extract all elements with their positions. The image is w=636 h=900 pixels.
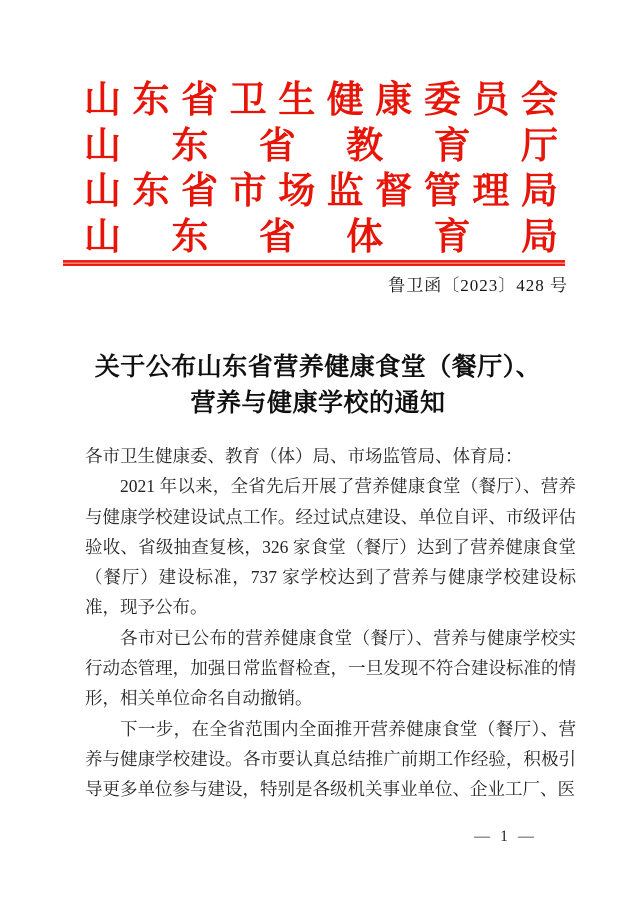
body-paragraph-1: 2021 年以来，全省先后开展了营养健康食堂（餐厅）、营养与健康学校建设试点工作。经过试点建设、单位自评、市级评估验收、省级抽查复核，326 家食堂（餐厅）达到了营养健康食堂（餐厅）建设标准，737 家学校达到了营养与健康学校建设标准，现予公布。 — [85, 476, 576, 618]
document-number: 鲁卫函〔2023〕428 号 — [388, 276, 568, 295]
body-paragraph-3: 下一步，在全省范围内全面推开营养健康食堂（餐厅）、营养与健康学校建设。各市要认真总结推广前期工作经验，积极引导更多单位参与建设，特别是各级机关事业单位、企业工厂、医 — [85, 718, 576, 800]
notice-title-line-2: 营养与健康学校的通知 — [190, 390, 446, 417]
notice-body — [85, 441, 576, 805]
notice-title-line-1: 关于公布山东省营养健康食堂（餐厅）、 — [94, 354, 542, 381]
red-separator-line — [63, 260, 565, 266]
agency-name-line-2: 山 东 省 教 育 厅 — [84, 125, 558, 167]
agency-name-line-4: 山 东 省 体 育 局 — [84, 217, 558, 259]
agency-name-line-1: 山 东 省 卫 生 健 康 委 员 会 — [84, 80, 558, 122]
body-paragraph-2: 各市对已公布的营养健康食堂（餐厅）、营养与健康学校实行动态管理，加强日常监督检查，一旦发现不符合建设标准的情形，相关单位命名自动撤销。 — [85, 627, 576, 709]
agency-name-line-3: 山 东 省 市 场 监 督 管 理 局 — [84, 171, 558, 213]
letterhead-agency-block — [84, 78, 558, 260]
salutation-line: 各市卫生健康委、教育（体）局、市场监管局、体育局： — [85, 446, 523, 466]
notice-title — [0, 350, 636, 422]
page-number: — 1 — — [474, 828, 537, 845]
